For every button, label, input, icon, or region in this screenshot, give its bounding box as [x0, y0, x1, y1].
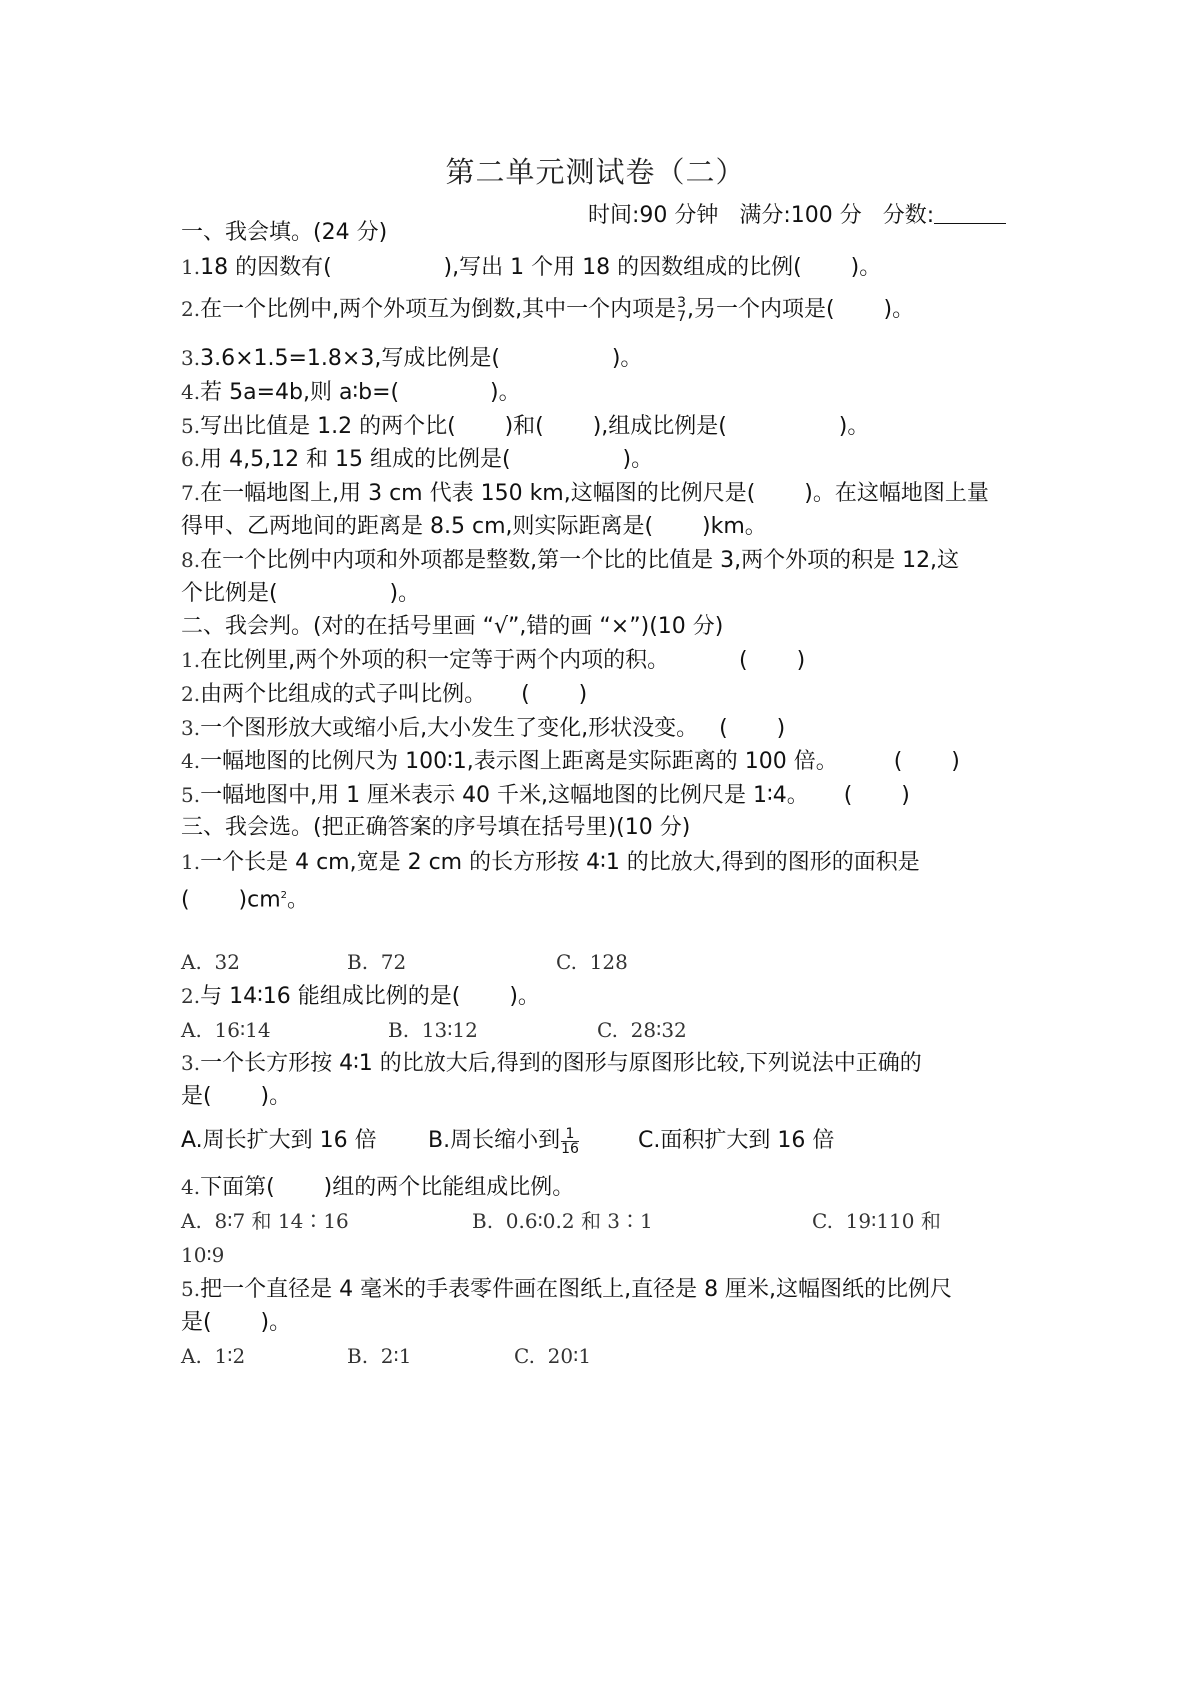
section-2-heading: 二、我会判。(对的在括号里画 “√”,错的画 “×”)(10 分) — [181, 614, 724, 639]
s3-item-2-option-c: C. 28∶32 — [597, 1018, 687, 1042]
time-label: 时间:90 分钟 — [588, 203, 719, 228]
item-number: 8. — [181, 548, 201, 572]
s1-item-5 — [181, 411, 869, 442]
item-text: 与 14∶16 能组成比例的是( )。 — [200, 984, 540, 1009]
s3-item-3 — [181, 1048, 922, 1079]
item-text: 把一个直径是 4 毫米的手表零件画在图纸上,直径是 8 厘米,这幅图纸的比例尺 — [200, 1277, 953, 1302]
s3-item-1-option-a: A. 32 — [181, 950, 240, 974]
s3-item-4-option-a: A. 8∶7 和 14∶16 — [181, 1209, 349, 1233]
item-text: 一个图形放大或缩小后,大小发生了变化,形状没变。 — [200, 716, 699, 741]
score-label: 分数: — [882, 203, 935, 228]
item-number: 1. — [181, 255, 201, 279]
item-number: 3. — [181, 346, 201, 370]
section-3-heading: 三、我会选。(把正确答案的序号填在括号里)(10 分) — [181, 815, 691, 840]
item-text: 一幅地图的比例尺为 100∶1,表示图上距离是实际距离的 100 倍。 — [200, 749, 838, 774]
item-number: 5. — [181, 414, 201, 438]
s1-item-2 — [181, 294, 914, 325]
item-text: 一幅地图中,用 1 厘米表示 40 千米,这幅地图的比例尺是 1∶4。 — [200, 783, 809, 808]
s3-item-2-option-a: A. 16∶14 — [181, 1018, 271, 1042]
item-text: 在一幅地图上,用 3 cm 代表 150 km,这幅图的比例尺是( )。在这幅地图上量 — [200, 481, 989, 506]
s3-item-3-option-b — [428, 1126, 580, 1156]
item-text: 若 5a=4b,则 a∶b=( )。 — [200, 380, 521, 405]
score-blank[interactable] — [934, 203, 1006, 224]
item-number: 2. — [181, 984, 201, 1008]
s1-item-3 — [181, 343, 642, 374]
item-text-end: 。 — [287, 887, 310, 913]
s1-item-1 — [181, 252, 881, 283]
item-number: 6. — [181, 447, 201, 471]
s3-item-2 — [181, 981, 540, 1012]
s2-item-2 — [181, 679, 587, 710]
fraction-numerator: 3 — [677, 295, 687, 311]
superscript: 2 — [280, 890, 288, 901]
answer-blank[interactable]: ( ) — [843, 783, 910, 808]
s3-item-5 — [181, 1274, 952, 1305]
s3-item-4 — [181, 1172, 574, 1203]
item-text: 写出比值是 1.2 的两个比( )和( ),组成比例是( )。 — [200, 414, 870, 439]
item-number: 7. — [181, 481, 201, 505]
item-number: 3. — [181, 1051, 201, 1075]
fraction-numerator: 1 — [561, 1127, 579, 1142]
page-title: 第二单元测试卷（二） — [445, 155, 746, 189]
s1-item-8 — [181, 545, 959, 576]
s3-item-4-option-c-cont: 10∶9 — [181, 1243, 225, 1267]
exam-meta — [588, 198, 1006, 229]
s3-item-4-option-c: C. 19∶110 和 — [812, 1209, 941, 1233]
s1-item-7-cont: 得甲、乙两地间的距离是 8.5 cm,则实际距离是( )km。 — [181, 514, 767, 539]
item-text: 一个长是 4 cm,宽是 2 cm 的长方形按 4∶1 的比放大,得到的图形的面积是 — [200, 850, 920, 875]
section-1-heading: 一、我会填。(24 分) — [181, 220, 388, 245]
answer-blank[interactable]: ( ) — [893, 749, 960, 774]
s3-item-4-option-b: B. 0.6∶0.2 和 3∶1 — [472, 1209, 653, 1233]
fraction — [677, 296, 686, 324]
item-text: 用 4,5,12 和 15 组成的比例是( )。 — [200, 447, 654, 472]
s3-item-3-option-a: A.周长扩大到 16 倍 — [181, 1128, 377, 1153]
item-text: 在比例里,两个外项的积一定等于两个内项的积。 — [200, 648, 670, 673]
s1-item-8-cont: 个比例是( )。 — [181, 581, 421, 606]
item-number: 1. — [181, 648, 201, 672]
item-text: 18 的因数有( ),写出 1 个用 18 的因数组成的比例( )。 — [200, 255, 882, 280]
item-text-before: 在一个比例中,两个外项互为倒数,其中一个内项是 — [200, 297, 677, 322]
item-number: 5. — [181, 1277, 201, 1301]
answer-blank[interactable]: ( ) — [719, 716, 786, 741]
item-text: 在一个比例中内项和外项都是整数,第一个比的比值是 3,两个外项的积是 12,这 — [200, 548, 960, 573]
fraction — [561, 1127, 579, 1156]
item-number: 2. — [181, 682, 201, 706]
s2-item-4 — [181, 746, 960, 777]
s3-item-5-option-c: C. 20∶1 — [514, 1344, 592, 1368]
s3-item-1 — [181, 847, 920, 878]
item-number: 4. — [181, 380, 201, 404]
item-number: 4. — [181, 749, 201, 773]
s3-item-3-option-c: C.面积扩大到 16 倍 — [638, 1128, 835, 1153]
s3-item-5-option-a: A. 1∶2 — [181, 1344, 246, 1368]
item-text: 一个长方形按 4∶1 的比放大后,得到的图形与原图形比较,下列说法中正确的 — [200, 1051, 922, 1076]
s3-item-5-cont: 是( )。 — [181, 1310, 292, 1335]
item-number: 4. — [181, 1175, 201, 1199]
s3-item-1-cont — [181, 881, 309, 915]
fraction-denominator: 16 — [561, 1140, 579, 1157]
s2-item-5 — [181, 780, 910, 811]
s2-item-3 — [181, 713, 785, 744]
answer-blank[interactable]: ( ) — [739, 648, 806, 673]
answer-blank[interactable]: ( ) — [521, 682, 588, 707]
fraction-denominator: 7 — [677, 309, 687, 325]
s3-item-5-option-b: B. 2∶1 — [347, 1344, 412, 1368]
item-text-after: ,另一个内项是( )。 — [687, 297, 915, 322]
item-number: 3. — [181, 716, 201, 740]
option-b-text: B.周长缩小到 — [428, 1128, 561, 1153]
s3-item-1-option-c: C. 128 — [556, 950, 628, 974]
item-number: 5. — [181, 783, 201, 807]
item-text: 下面第( )组的两个比能组成比例。 — [200, 1175, 575, 1200]
item-text: 由两个比组成的式子叫比例。 — [200, 682, 487, 707]
s1-item-6 — [181, 444, 653, 475]
item-number: 2. — [181, 297, 201, 321]
s1-item-7 — [181, 478, 989, 509]
item-text: ( )cm — [181, 887, 281, 913]
s3-item-2-option-b: B. 13∶12 — [388, 1018, 478, 1042]
s3-item-3-cont: 是( )。 — [181, 1084, 292, 1109]
s3-item-1-option-b: B. 72 — [347, 950, 407, 974]
full-score-label: 满分:100 分 — [739, 203, 862, 228]
s1-item-4 — [181, 377, 521, 408]
s2-item-1 — [181, 645, 805, 676]
item-number: 1. — [181, 850, 201, 874]
item-text: 3.6×1.5=1.8×3,写成比例是( )。 — [200, 346, 643, 371]
